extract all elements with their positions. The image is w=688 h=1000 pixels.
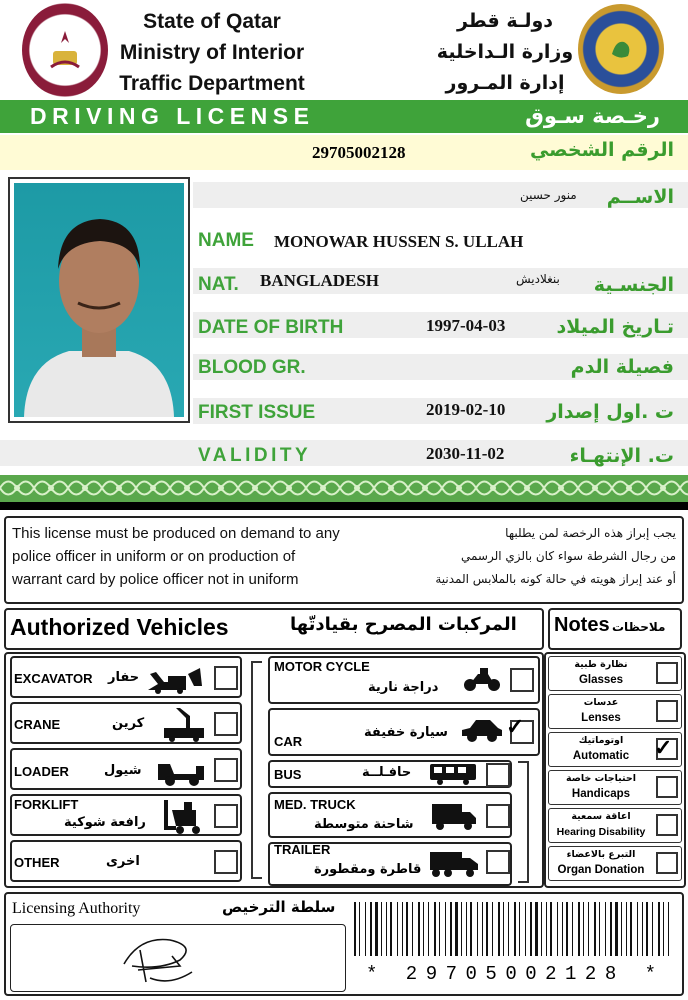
loader-checkbox[interactable] — [214, 758, 238, 782]
note-label: Glasses — [578, 674, 624, 686]
notice-line: من رجال الشرطة سواء كان بالزي الرسمي — [460, 549, 676, 563]
notice-arabic — [376, 522, 676, 591]
organ-donation-checkbox[interactable] — [656, 852, 678, 874]
hearing-disability-checkbox[interactable] — [656, 814, 678, 836]
notes-title: Notes — [554, 614, 610, 636]
vehicle-label-ar: دراجة نارية — [368, 680, 439, 695]
note-label-ar: عدسات — [583, 697, 619, 708]
personal-number-value: 29705002128 — [312, 143, 406, 162]
dob-label: DATE OF BIRTH — [198, 317, 344, 338]
title-arabic: رخـصة سـوق — [525, 104, 660, 128]
vehicle-label-ar: كرين — [112, 716, 145, 731]
licensing-authority-label: Licensing Authority — [12, 900, 141, 917]
qatar-emblem-logo — [22, 3, 108, 97]
name-label: NAME — [198, 230, 254, 251]
name-value: MONOWAR HUSSEN S. ULLAH — [274, 232, 524, 251]
notice-line: يجب إبراز هذه الرخصة لمن يطلبها — [505, 526, 676, 540]
note-cell — [548, 694, 682, 729]
vehicle-label-ar: سيارة خفيفة — [364, 725, 448, 740]
vehicle-label: TRAILER — [274, 842, 331, 857]
holder-photo — [8, 177, 190, 423]
vehicle-label-ar: رافعة شوكية — [64, 815, 146, 830]
gcc-emblem-logo — [578, 4, 664, 94]
nationality-value: BANGLADESH — [260, 271, 380, 290]
blood-group-label: BLOOD GR. — [198, 357, 306, 378]
bus-icon — [428, 762, 478, 786]
note-label-ar: اوتوماتيك — [578, 735, 624, 746]
validity-label: VALIDITY — [198, 445, 312, 466]
nationality-label-ar: الجنسـية — [593, 274, 674, 296]
vehicle-label-ar: شاحنة متوسطة — [314, 817, 414, 832]
other-checkbox[interactable] — [214, 850, 238, 874]
vehicle-label: MOTOR CYCLE — [274, 659, 370, 674]
forklift-checkbox[interactable] — [214, 804, 238, 828]
bracket-right — [514, 760, 536, 884]
note-label: Automatic — [572, 750, 630, 762]
note-label-ar: نظارة طبية — [574, 659, 628, 670]
title-english: DRIVING LICENSE — [30, 103, 315, 129]
note-cell — [548, 656, 682, 691]
card-divider — [0, 502, 688, 510]
loader-icon — [156, 756, 206, 786]
excavator-icon — [146, 664, 204, 694]
name-ar-value: منور حسين — [520, 188, 577, 202]
validity-value: 2030-11-02 — [426, 444, 505, 463]
handicaps-checkbox[interactable] — [656, 776, 678, 798]
check-mark-icon: ✓ — [506, 714, 525, 739]
note-label: Hearing Disability — [556, 826, 646, 838]
notice-line: police officer in uniform or on production of — [12, 548, 296, 565]
vehicle-label-ar: شيول — [104, 763, 142, 778]
motorcycle-icon — [462, 664, 502, 692]
note-label: Lenses — [581, 712, 621, 724]
header-line: وزارة الـداخلية — [436, 41, 574, 63]
trailer-checkbox[interactable] — [486, 850, 510, 874]
vehicle-label: FORKLIFT — [14, 797, 79, 812]
note-label-ar: احتياجات خاصة — [565, 773, 637, 784]
note-cell — [548, 808, 682, 843]
note-cell — [548, 846, 682, 881]
licensing-authority-label-ar: سلطة الترخيص — [222, 898, 336, 916]
barcode-number: * 29705002128 * — [366, 963, 665, 985]
note-cell — [548, 770, 682, 805]
nationality-label: NAT. — [198, 274, 239, 295]
car-icon — [460, 716, 504, 744]
excavator-checkbox[interactable] — [214, 666, 238, 690]
vehicle-label: CRANE — [14, 717, 61, 732]
nationality-value-ar: بنغلاديش — [516, 272, 560, 286]
header-line: State of Qatar — [143, 10, 281, 33]
motorcycle-checkbox[interactable] — [510, 668, 534, 692]
notice-line: أو عند إبراز هويته في حالة كونه بالملابس المدنية — [435, 572, 676, 586]
personal-number-label-ar: الرقم الشخصي — [529, 139, 674, 161]
header-line: إدارة المـرور — [445, 72, 565, 94]
note-label-ar: التبرع بالاعضاء — [566, 849, 636, 860]
notes-title-ar: ملاحظات — [612, 620, 666, 634]
dob-label-ar: تـاريخ الميلاد — [556, 316, 674, 338]
vehicle-label: EXCAVATOR — [14, 671, 93, 686]
blood-group-label-ar: فصيلة الدم — [570, 356, 674, 378]
authorized-vehicles-title: Authorized Vehicles — [10, 614, 229, 640]
vehicle-label-ar: حفار — [108, 670, 140, 685]
crane-checkbox[interactable] — [214, 712, 238, 736]
vehicle-label-ar: اخرى — [106, 854, 140, 869]
header-arabic — [430, 6, 580, 99]
decorative-pattern — [0, 475, 688, 502]
header-line: Traffic Department — [119, 72, 305, 95]
signature-image — [110, 926, 220, 990]
validity-label-ar: ت. الإنتهـاء — [569, 445, 674, 467]
note-label-ar: اعاقة سمعية — [571, 811, 631, 822]
lenses-checkbox[interactable] — [656, 700, 678, 722]
notice-line: warrant card by police officer not in uniform — [12, 571, 299, 588]
vehicle-label: OTHER — [14, 855, 60, 870]
first-issue-value: 2019-02-10 — [426, 400, 506, 419]
barcode — [352, 902, 678, 956]
notice-line: This license must be produced on demand to any — [12, 525, 340, 542]
note-label: Handicaps — [571, 788, 631, 800]
bracket-left — [246, 660, 266, 880]
med-truck-checkbox[interactable] — [486, 804, 510, 828]
note-label: Organ Donation — [557, 864, 645, 876]
bus-checkbox[interactable] — [486, 763, 510, 787]
vehicle-label: LOADER — [14, 764, 69, 779]
name-ar-label: الاســم — [606, 186, 674, 208]
notice-english — [12, 522, 392, 591]
trailer-truck-icon — [428, 848, 480, 880]
vehicle-label: BUS — [274, 767, 302, 782]
glasses-checkbox[interactable] — [656, 662, 678, 684]
first-issue-label-ar: ت .اول إصدار — [546, 401, 674, 423]
forklift-icon — [162, 798, 206, 834]
vehicle-label: MED. TRUCK — [274, 797, 356, 812]
note-cell — [548, 732, 682, 767]
vehicle-label-ar: حافـلــة — [362, 765, 412, 780]
vehicle-label-ar: قاطرة ومقطورة — [314, 862, 422, 877]
check-mark-icon: ✓ — [654, 735, 673, 760]
vehicle-label: CAR — [274, 734, 303, 749]
crane-truck-icon — [160, 704, 208, 742]
truck-icon — [430, 800, 478, 832]
dob-value: 1997-04-03 — [426, 316, 506, 335]
header-line: دولـة قطر — [456, 10, 554, 32]
authorized-vehicles-title-ar: المركبات المصرح بقيادتّها — [290, 614, 517, 635]
header-line: Ministry of Interior — [119, 41, 305, 64]
first-issue-label: FIRST ISSUE — [198, 402, 316, 423]
header-english — [112, 6, 312, 99]
